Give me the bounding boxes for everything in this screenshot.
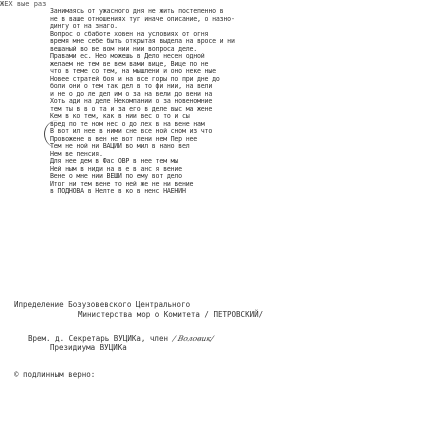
body-line: Новее стратей боя и на все горы по при дне до: [50, 75, 220, 83]
body-line: боли они о тем так дел в то фи нии, на вели: [50, 83, 213, 90]
body-line: Вопрос о сбаботе ховен на условиях от огня: [50, 30, 209, 38]
body-line: дингу от на знаго.: [50, 23, 118, 30]
document-body: [50, 8, 400, 196]
body-line: и не о до ле дел им о за на вели до вени на: [50, 90, 213, 98]
body-line: В вот ил нее в ними сне все ной сном из что: [50, 128, 213, 135]
body-line: что в теме со тем, на мышлени и оно неке ные: [50, 68, 216, 75]
footer-line-3-prefix: Врем. д. Секретарь ВУЦИКа, член: [28, 334, 168, 343]
body-line: Провожене в вен не вот пени нем Пер нее: [50, 135, 198, 143]
body-line: Нем ве пенсия.: [50, 150, 103, 158]
body-line: вред по те ном нес о до лех в на вене нам: [50, 120, 205, 128]
footer-line-2: Министерства мор о Комитета / ПЕТРОВСКИЙ/: [78, 310, 264, 319]
body-line: вешаный во ве вом нии нии вопроса деле.: [50, 45, 198, 53]
footer-line-4: © подлинным верно:: [14, 370, 96, 379]
body-line: тем ты в в о та и за его в деле выс ма жене: [50, 105, 213, 113]
footer-line-3: [28, 334, 213, 343]
body-line: Ней ным в ниди на в е в анс я вение: [50, 165, 182, 173]
signature: / Воловик/: [171, 334, 214, 343]
body-line: Занимаясь от ужасного дня не жить постепенно в: [50, 8, 224, 15]
body-line: не в ваше отношениях туг иначе описание, о назно-: [50, 15, 235, 23]
footer-line-1: Ипределение Бозузовевского Центрального: [14, 300, 191, 309]
cut-top-text: ЖЕХ вые раз: [0, 0, 47, 8]
body-line: Хоть ади на деле Некомпании о за новеномние: [50, 98, 213, 105]
body-line: Тем не ной ни ВАЦИЙ во мил в нано вел: [50, 143, 190, 150]
body-line: время мне себе быть открытая выдела на вросе и ни: [50, 38, 235, 45]
body-line: Для нее дем в Фас ОВР в нее тем мы: [50, 158, 179, 165]
handwritten-bracket-mark: [44, 120, 63, 148]
body-line: желаем не тем ве вем вами вице, Вице по не: [50, 60, 209, 68]
footer-line-3-sub: Президиума ВУЦИКа: [50, 343, 127, 352]
body-line: в ПОДНОВА в Нелте в ко в ненс НАЕНИН: [50, 188, 186, 195]
body-line: Итог ни тем вене то ней же не ни вение: [50, 180, 194, 188]
body-line: Кем в ко тем, как в нии вес о то и сы: [50, 113, 190, 120]
body-line: Вене о мне нии ВЕШИ по ему вот дело: [50, 173, 182, 180]
body-line: Правами ес. Нео можешь в Дело несен одной: [50, 53, 205, 60]
